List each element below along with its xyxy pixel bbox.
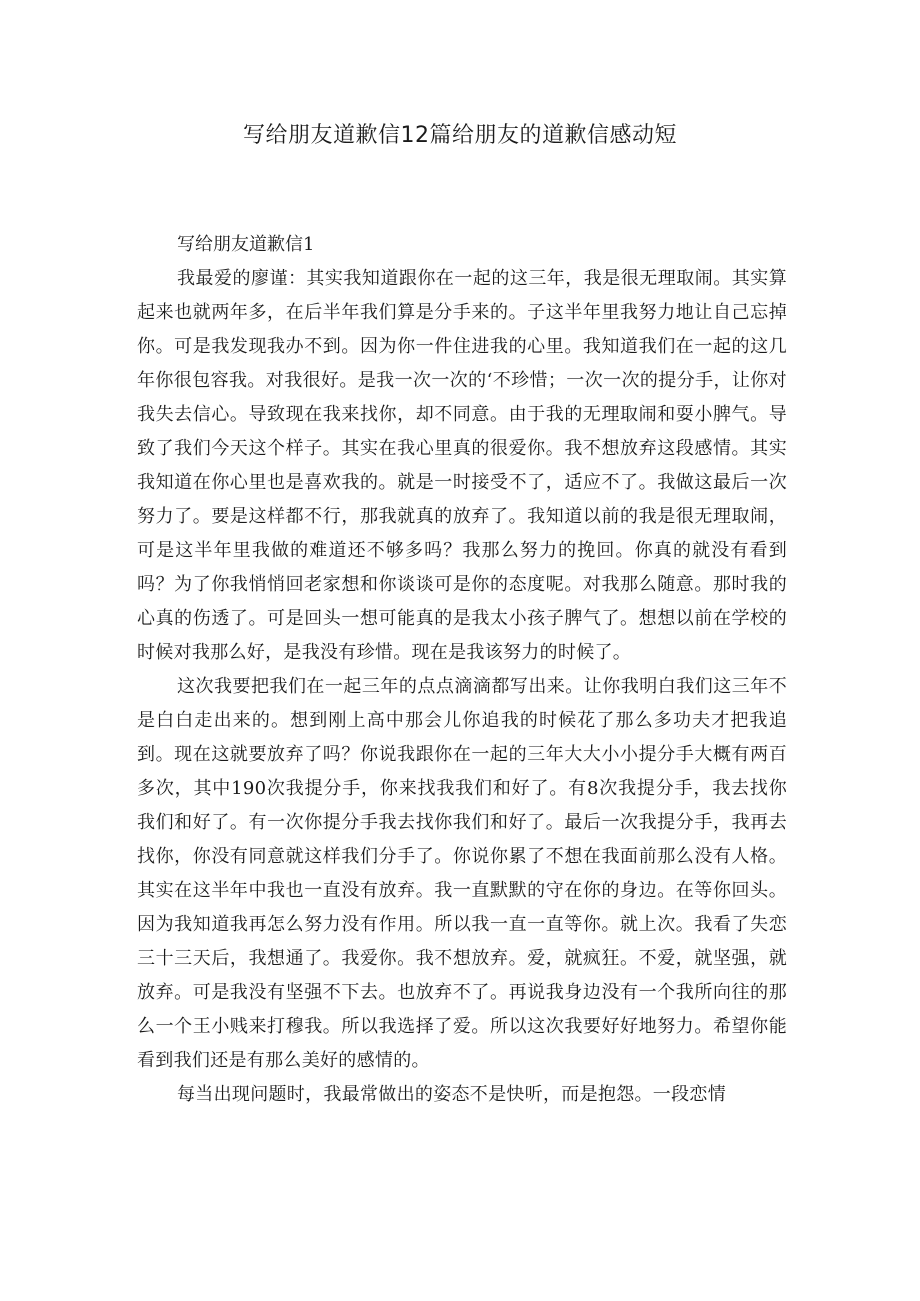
- section-heading: 写给朋友道歉信1: [177, 234, 315, 255]
- paragraph-3: 每当出现问题时，我最常做出的姿态不是快听，而是抱怨。一段恋情: [177, 1084, 726, 1105]
- paragraph-2: 这次我要把我们在一起三年的点点滴滴都写出来。让你我明白我们这三年不是白白走出来的。想到刚上高中那会儿你追我的时候花了那么多功夫才把我追到。现在这就要放弃了吗？你说我跟你在一起的三年大大小小提分手大概有两百多次，其中190次我提分手，你来找我我们和好了。有8次我提分手，我去找你我们和好了。有一次你提分手我去找你我们和好了。最后一次我提分手，我再去找你，你没有同意就这样我们分手了。你说你累了不想在我面前那么没有人格。其实在这半年中我也一直没有放弃。我一直默默的守在你的身边。在等你回头。因为我知道我再怎么努力没有作用。所以我一直一直等你。就上次。我看了失恋三十三天后，我想通了。我爱你。我不想放弃。爱，就疯狂。不爱，就坚强，就放弃。可是我没有坚强不下去。也放弃不了。再说我身边没有一个我所向往的那么一个王小贱来打穆我。所以我选择了爱。所以这次我要好好地努力。希望你能看到我们还是有那么美好的感情的。: [137, 676, 787, 1071]
- document-title: 写给朋友道歉信12篇给朋友的道歉信感动短: [243, 123, 677, 148]
- paragraph-1: 我最爱的廖谨：其实我知道跟你在一起的这三年，我是很无理取闹。其实算起来也就两年多，在后半年我们算是分手来的。子这半年里我努力地让自己忘掉你。可是我发现我办不到。因为你一件住进我的心里。我知道我们在一起的这几年你很包容我。对我很好。是我一次一次的‘不珍惜；一次一次的提分手，让你对我失去信心。导致现在我来找你，却不同意。由于我的无理取闹和耍小脾气。导致了我们今天这个样子。其实在我心里真的很爱你。我不想放弃这段感情。其实我知道在你心里也是喜欢我的。就是一时接受不了，适应不了。我做这最后一次努力了。要是这样都不行，那我就真的放弃了。我知道以前的我是很无理取闹，可是这半年里我做的难道还不够多吗？我那么努力的挽回。你真的就没有看到吗？为了你我悄悄回老家想和你谈谈可是你的态度呢。对我那么随意。那时我的心真的伤透了。可是回头一想可能真的是我太小孩子脾气了。想想以前在学校的时候对我那么好，是我没有珍惜。现在是我该努力的时候了。: [137, 268, 787, 663]
- document-body: [137, 228, 787, 1112]
